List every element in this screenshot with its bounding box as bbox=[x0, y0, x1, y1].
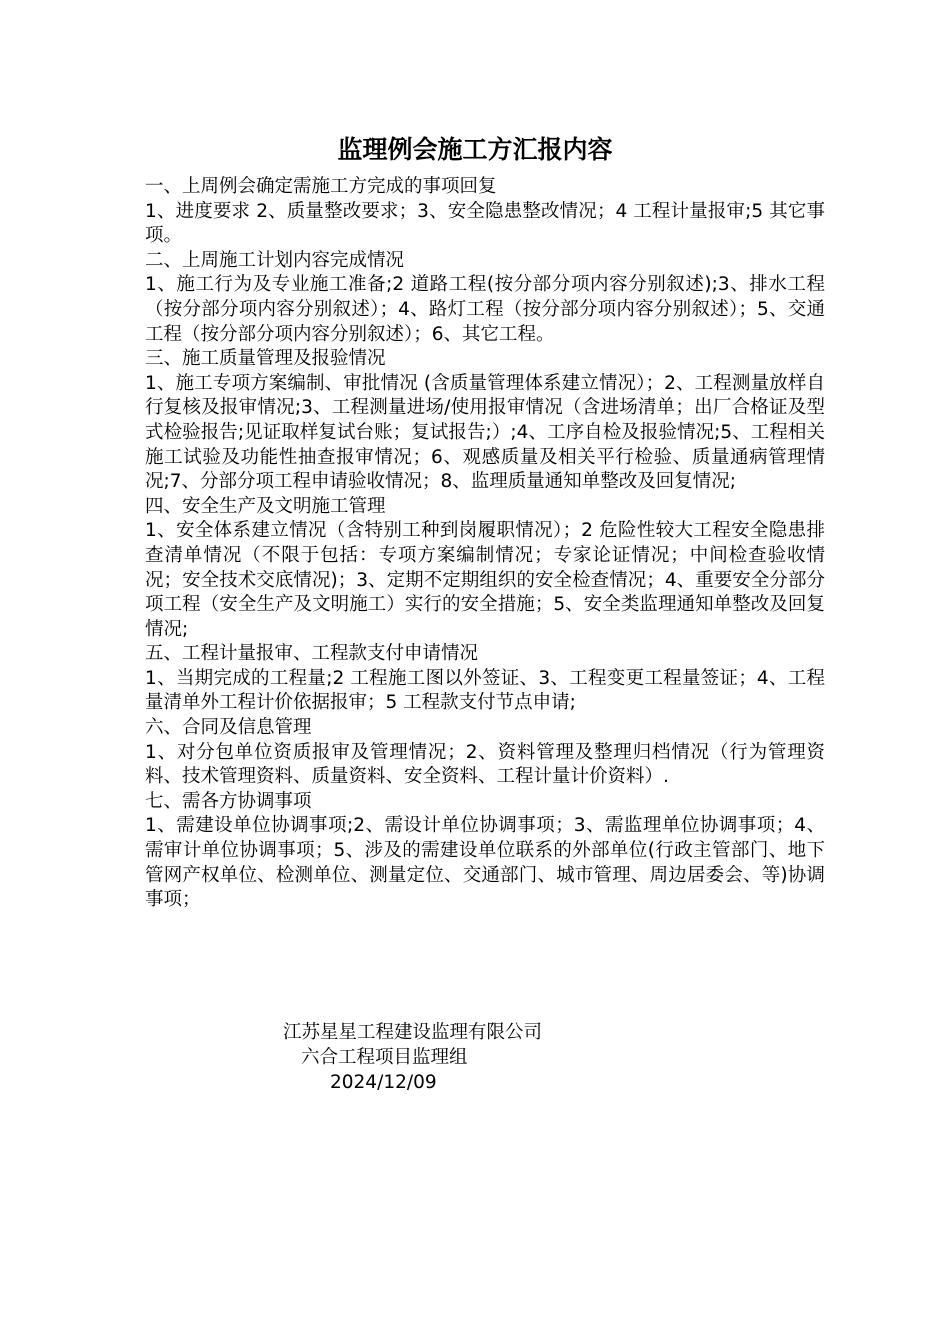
document-body bbox=[145, 175, 825, 913]
section-body: 1、施工行为及专业施工准备;2 道路工程(按分部分项内容分别叙述);3、排水工程（按分部分项内容分别叙述）；4、路灯工程（按分部分项内容分别叙述）；5、交通工程（按分部分项内容分别叙述）；6、其它工程。 bbox=[145, 274, 825, 345]
section-heading: 五、工程计量报审、工程款支付申请情况 bbox=[145, 643, 479, 665]
document-title: 监理例会施工方汇报内容 bbox=[337, 135, 613, 164]
signature-date: 2024/12/09 bbox=[330, 1072, 437, 1093]
section-heading: 二、上周施工计划内容完成情况 bbox=[145, 249, 405, 271]
section-heading: 七、需各方协调事项 bbox=[145, 790, 312, 812]
signature-company: 江苏星星工程建设监理有限公司 bbox=[283, 1022, 543, 1043]
section-body: 1、进度要求 2、质量整改要求；3、安全隐患整改情况；4 工程计量报审;5 其它事项。 bbox=[145, 200, 825, 247]
section-body: 1、对分包单位资质报审及管理情况；2、资料管理及整理归档情况（行为管理资料、技术管理资料、质量资料、安全资料、工程计量计价资料）. bbox=[145, 741, 825, 788]
section-body: 1、施工专项方案编制、审批情况 (含质量管理体系建立情况）；2、工程测量放样自行复核及报审情况;3、工程测量进场/使用报审情况（含进场清单；出厂合格证及型式检验报告;见证取样复试台账；复试报告;）;4、工序自检及报验情况;5、工程相关施工试验及功能性抽查报审情况；6、观感质量及相关平行检验、质量通病管理情况;7、分部分项工程申请验收情况；8、监理质量通知单整改及回复情况; bbox=[145, 372, 825, 493]
section-heading: 三、施工质量管理及报验情况 bbox=[145, 348, 386, 370]
section-body: 1、安全体系建立情况（含特别工种到岗履职情况）；2 危险性较大工程安全隐患排查清单情况（不限于包括：专项方案编制情况；专家论证情况；中间检查验收情况；安全技术交底情况)；3、定期不定期组织的安全检查情况；4、重要安全分部分项工程（安全生产及文明施工）实行的安全措施；5、安全类监理通知单整改及回复情况; bbox=[145, 520, 825, 640]
section-heading: 四、安全生产及文明施工管理 bbox=[145, 495, 386, 517]
section-heading: 一、上周例会确定需施工方完成的事项回复 bbox=[145, 176, 497, 197]
section-heading: 六、合同及信息管理 bbox=[145, 717, 312, 739]
section-body: 1、当期完成的工程量;2 工程施工图以外签证、3、工程变更工程量签证；4、工程量清单外工程计价依据报审；5 工程款支付节点申请; bbox=[145, 667, 825, 714]
section-body: 1、需建设单位协调事项;2、需设计单位协调事项；3、需监理单位协调事项；4、需审计单位协调事项；5、涉及的需建设单位联系的外部单位(行政主管部门、地下管网产权单位、检测单位、测量定位、交通部门、城市管理、周边居委会、等)协调事项； bbox=[145, 815, 825, 911]
signature-group: 六合工程项目监理组 bbox=[301, 1047, 468, 1068]
